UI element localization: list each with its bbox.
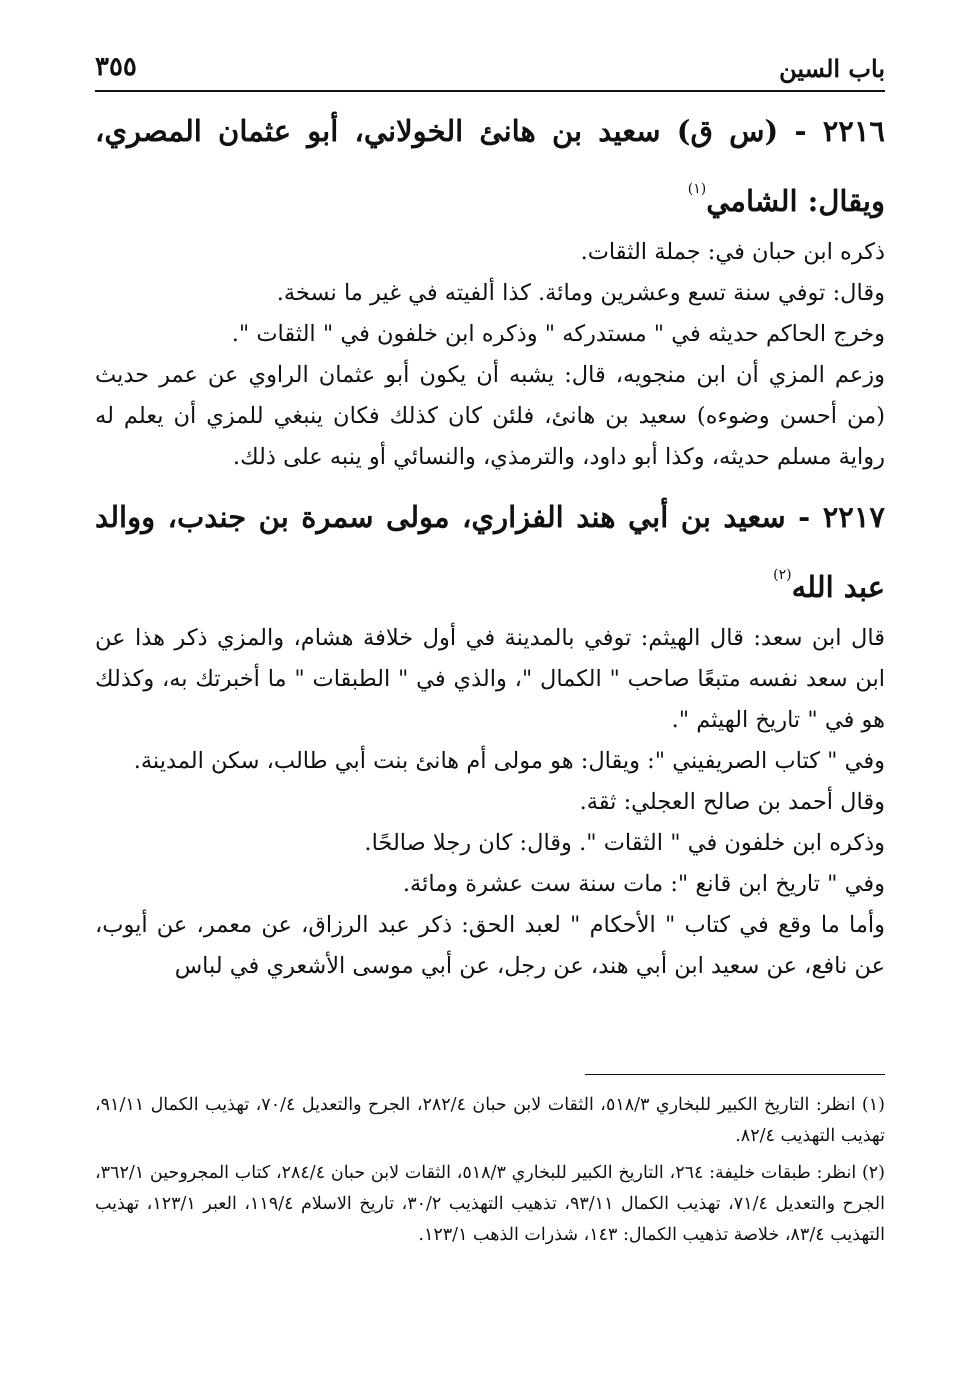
paragraph: قال ابن سعد: قال الهيثم: توفي بالمدينة في أول خلافة هشام، والمزي ذكر هذا عن ابن سعد نفسه متبعًا صاحب " الكمال "، والذي في " الطبقات " ما أخبرتك به، وكذلك هو في " تاريخ الهيثم ". (95, 625, 885, 733)
paragraph: وأما ما وقع في كتاب " الأحكام " لعبد الحق: ذكر عبد الرزاق، عن معمر، عن أيوب، عن نافع، عن سعيد ابن أبي هند، عن رجل، عن أبي موسى الأشعري في لباس (95, 912, 885, 979)
footnote-ref: (١) (687, 181, 707, 197)
entry-2217 (95, 488, 885, 987)
paragraph: وخرج الحاكم حديثه في " مستدركه " وذكره ابن خلفون في " الثقات ". (231, 321, 885, 347)
footnote-2: (٢) انظر: طبقات خليفة: ٢٦٤، التاريخ الكبير للبخاري ٥١٨/٣، الثقات لابن حبان ٢٨٤/٤، كتاب المجروحين ٣٦٢/١، الجرح والتعديل ٧١/٤، تهذيب الكمال ٩٣/١١، تذهيب التهذيب ٣٠/٢، تاريخ الاسلام ١١٩/٤، العبر ١٢٣/١، تهذيب التهذيب ٨٣/٤، خلاصة تذهيب الكمال: ١٤٣، شذرات الذهب ١٢٣/١. (95, 1163, 885, 1245)
paragraph: وذكره ابن خلفون في " الثقات ". وقال: كان رجلا صالحًا. (364, 830, 885, 856)
paragraph: وقال: توفي سنة تسع وعشرين ومائة. كذا ألفيته في غير ما نسخة. (276, 280, 885, 306)
chapter-title: باب السين (779, 54, 885, 83)
paragraph: وقال أحمد بن صالح العجلي: ثقة. (579, 789, 885, 815)
page-number: ٣٥٥ (95, 52, 137, 82)
entry-heading: ٢٢١٧ - سعيد بن أبي هند الفزاري، مولى سمرة بن جندب، ووالد عبد الله$^{(٢)}$ (95, 500, 885, 604)
entry-2216 (95, 102, 885, 478)
paragraph: ذكره ابن حبان في: جملة الثقات. (580, 239, 885, 265)
paragraph: وزعم المزي أن ابن منجويه، قال: يشبه أن يكون أبو عثمان الراوي عن عمر حديث (من أحسن وضوءه) سعيد بن هانئ، فلئن كان كذلك فكان ينبغي للمزي أن يعلم له رواية مسلم حديثه، وكذا أبو داود، والترمذي، والنسائي أو ينبه على ذلك. (95, 362, 885, 470)
footnote-ref: (٢) (773, 567, 792, 583)
footnotes (95, 1090, 885, 1257)
footnote-divider (585, 1074, 885, 1075)
running-header (95, 40, 885, 92)
footnote-1: (١) انظر: التاريخ الكبير للبخاري ٥١٨/٣، الثقات لابن حبان ٢٨٢/٤، الجرح والتعديل ٧٠/٤، تهذيب الكمال ٩١/١١، تهذيب التهذيب ٨٢/٤. (95, 1095, 885, 1146)
entry-heading: ٢٢١٦ - (س ق) سعيد بن هانئ الخولاني، أبو عثمان المصري، ويقال: الشامي$^{(١)}$ (95, 114, 885, 218)
paragraph: وفي " كتاب الصريفيني ": ويقال: هو مولى أم هانئ بنت أبي طالب، سكن المدينة. (133, 748, 885, 774)
paragraph: وفي " تاريخ ابن قانع ": مات سنة ست عشرة ومائة. (402, 871, 885, 897)
book-page (95, 40, 885, 1340)
